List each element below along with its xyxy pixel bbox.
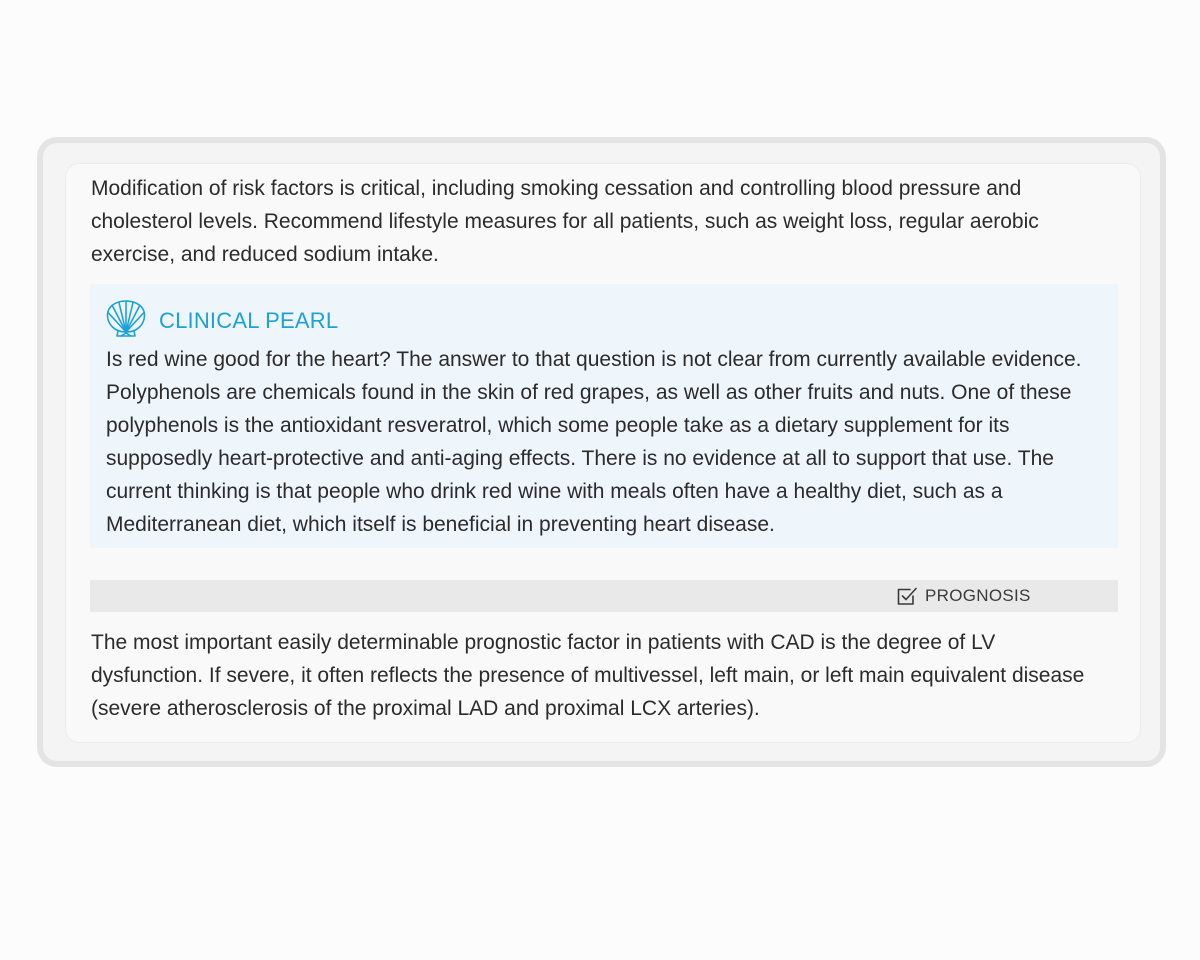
prognosis-label: PROGNOSIS [925, 586, 1031, 605]
prognosis-heading [896, 584, 1031, 608]
clinical-pearl-box [90, 284, 1118, 548]
clinical-pearl-header [104, 298, 338, 338]
clinical-pearl-text: Is red wine good for the heart? The answer to that question is not clear from currently available evidence. Polyphenols are chemicals found in the skin of red grapes, as well as other fruits and nuts. One of these polyphenols is the antioxidant resveratrol, which some people take as a dietary supplement for its supposedly heart-protective and anti-aging effects. There is no evidence at all to support that use. The current thinking is that people who drink red wine with meals often have a healthy diet, such as a Mediterranean diet, which itself is beneficial in preventing heart disease. [106, 348, 1082, 536]
clinical-pearl-title: CLINICAL PEARL [159, 308, 339, 333]
content-frame [37, 137, 1166, 767]
seashell-icon [104, 298, 148, 338]
content-card [65, 163, 1141, 743]
intro-paragraph: Modification of risk factors is critical, including smoking cessation and controlling blood pressure and cholesterol levels. Recommend lifestyle measures for all patients, such as weight loss, regular aerobic exercise, and reduced sodium intake. [91, 177, 1039, 266]
checkbox-checked-icon [896, 585, 918, 607]
prognosis-section-bar [90, 580, 1118, 612]
prognosis-paragraph: The most important easily determinable prognostic factor in patients with CAD is the degree of LV dysfunction. If severe, it often reflects the presence of multivessel, left main, or left main equivalent disease (severe atherosclerosis of the proximal LAD and proximal LCX arteries). [91, 631, 1085, 720]
